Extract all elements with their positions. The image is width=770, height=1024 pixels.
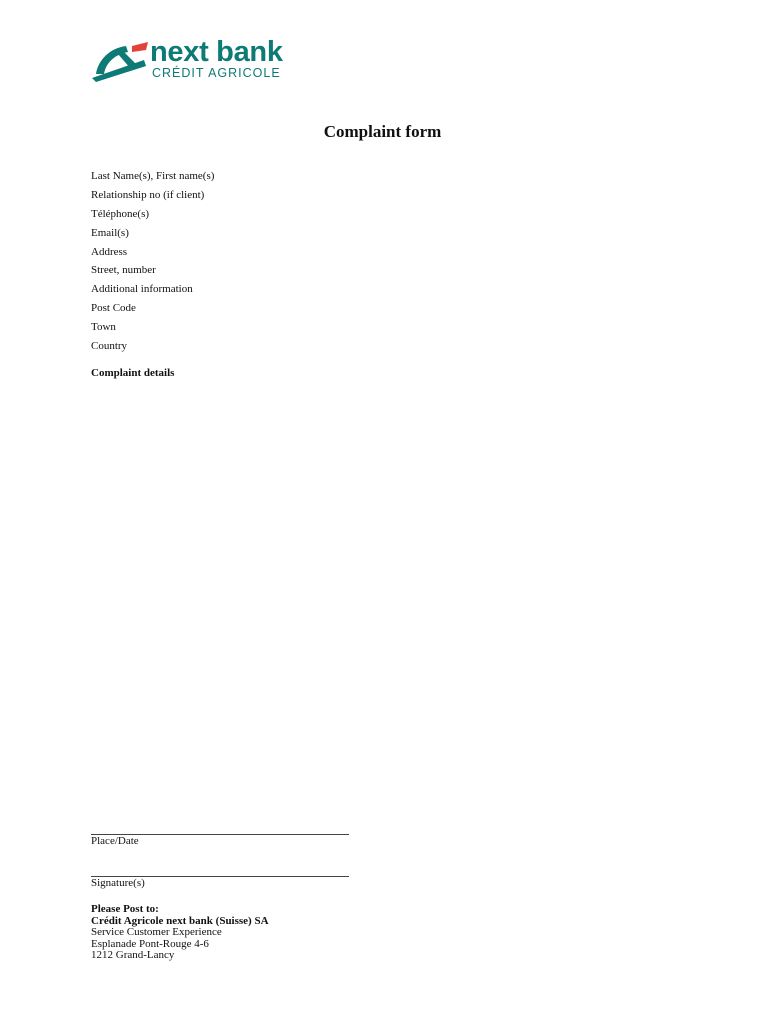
page-title: Complaint form	[323, 122, 442, 141]
post-company: Crédit Agricole next bank (Suisse) SA	[91, 914, 269, 927]
logo	[92, 36, 332, 82]
complaint-details-heading: Complaint details	[91, 367, 175, 379]
field-country: Country	[91, 340, 128, 353]
field-address: Address	[91, 245, 128, 258]
ca-logo-icon	[92, 40, 150, 82]
field-relationship-no: Relationship no (if client)	[91, 188, 205, 201]
field-post-code: Post Code	[91, 302, 136, 315]
field-town: Town	[91, 321, 116, 334]
post-department: Service Customer Experience	[91, 926, 222, 938]
field-street: Street, number	[91, 264, 156, 277]
post-city: 1212 Grand-Lancy	[91, 949, 175, 961]
post-street: Esplanade Pont-Rouge 4-6	[91, 937, 209, 950]
post-address-block	[91, 904, 269, 962]
logo-subbrand: CRÉDIT AGRICOLE	[152, 66, 281, 80]
signature-label: Signature(s)	[91, 877, 145, 889]
field-telephone: Téléphone(s)	[91, 207, 150, 220]
form-fields	[91, 170, 214, 359]
place-date-label: Place/Date	[91, 835, 139, 847]
post-heading: Please Post to:	[91, 903, 159, 915]
logo-brand: next bank	[150, 36, 283, 68]
field-name: Last Name(s), First name(s)	[91, 170, 215, 182]
field-email: Email(s)	[91, 226, 129, 239]
field-additional-info: Additional information	[91, 283, 193, 296]
